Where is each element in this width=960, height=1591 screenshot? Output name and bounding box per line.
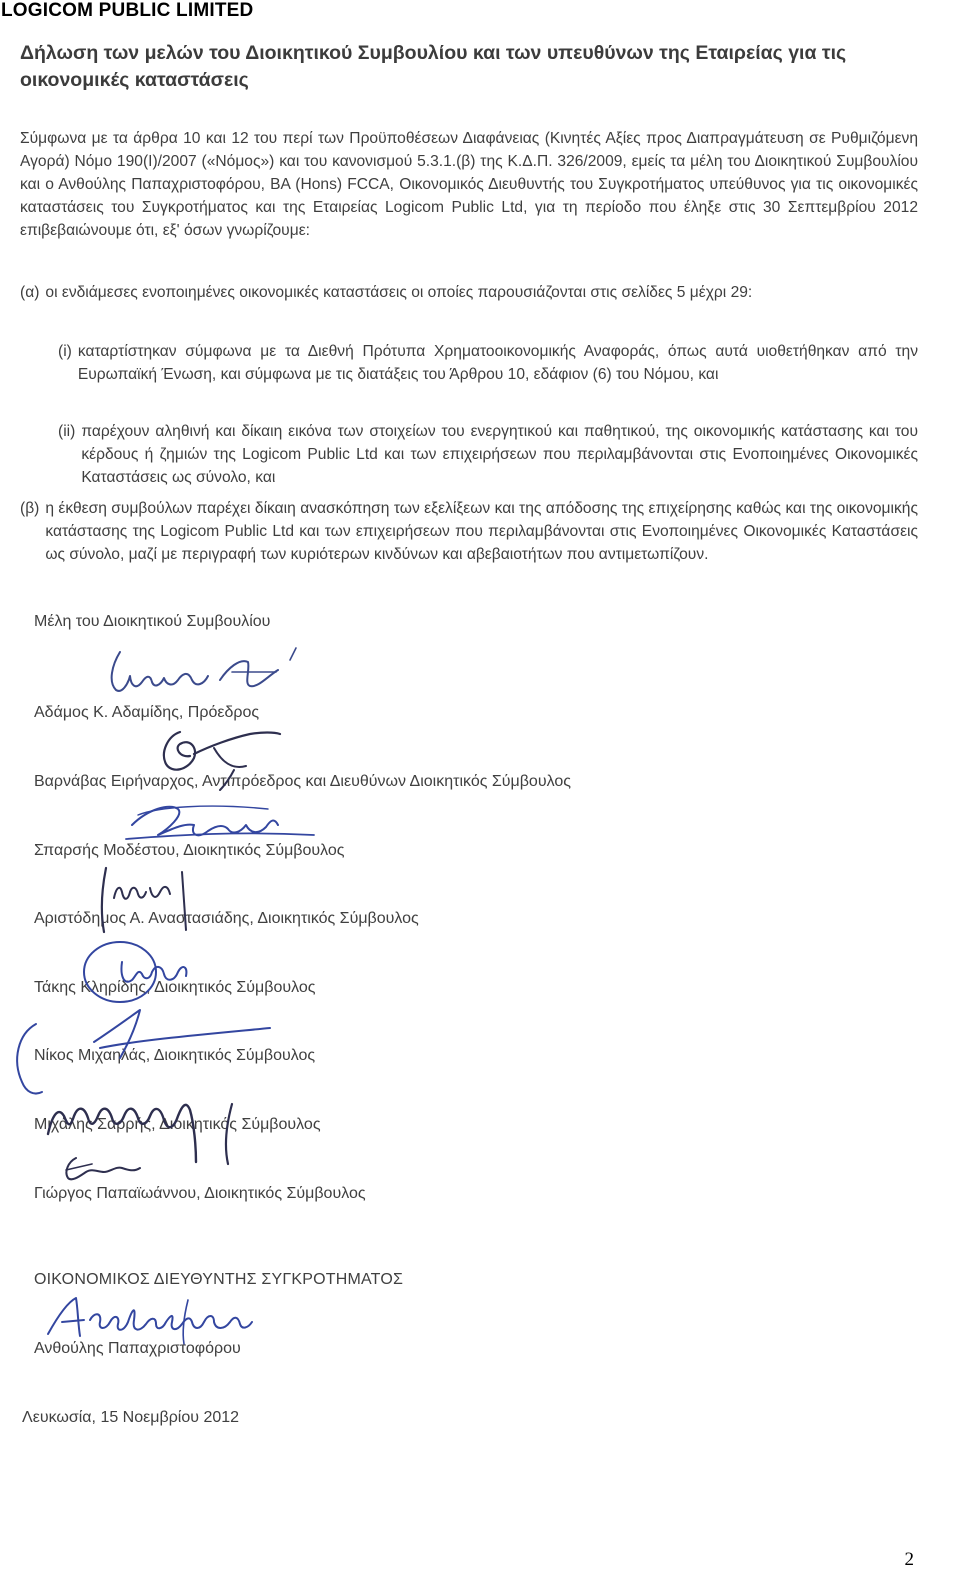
board-member-name: Αδάμος Κ. Αδαμίδης, Πρόεδρος — [34, 704, 260, 721]
place-and-date: Λευκωσία, 15 Νοεμβρίου 2012 — [22, 1409, 240, 1426]
item-a-text: οι ενδιάμεσες ενοποιημένες οικονομικές καταστάσεις οι οποίες παρουσιάζονται στις σελίδες 5 μέχρι 29: — [45, 284, 753, 301]
item-b-marker: (β) — [20, 500, 40, 517]
company-name: LOGICOM PUBLIC LIMITED — [1, 0, 254, 21]
signature-papachristoforou — [38, 1290, 268, 1346]
item-b-text: η έκθεση συμβούλων παρέχει δίκαιη ανασκόπηση των εξελίξεων και της απόδοσης της επιχείρησης καθώς και της οικονομικής κατάστασης της Logicom Public Ltd και των επιχειρήσεων που περιλαμβάνονται στις Ενοποιημένες Οικονομικές Καταστάσεις ως σύνολο, μαζί με περιγραφή των κυριότερων κινδύνων και αβεβαιοτήτων που αντιμετωπίζουν. — [45, 500, 918, 563]
statement-title: Δήλωση των μελών του Διοικητικού Συμβουλίου και των υπευθύνων της Εταιρείας για τις οικονομικές καταστάσεις — [20, 42, 847, 91]
sub-item-ii-text: παρέχουν αληθινή και δίκαιη εικόνα των στοιχείων του ενεργητικού και παθητικού, της οικονομικής κατάστασης και του κέρδους ή ζημιών της Logicom Public Ltd και των επιχειρήσεων που περιλαμβάνονται στις Ενοποιημένες Οικονομικές Καταστάσεις ως σύνολο, και — [81, 423, 918, 486]
board-member-name: Βαρνάβας Ειρήναρχος, Αντιπρόεδρος και Διευθύνων Διοικητικός Σύμβουλος — [34, 773, 571, 790]
item-a — [20, 281, 918, 304]
signature-adamides — [100, 640, 310, 700]
board-member-name: Τάκης Κληρίδης, Διοικητικός Σύμβουλος — [34, 979, 316, 996]
board-heading: Μέλη του Διοικητικού Συμβουλίου — [34, 613, 271, 630]
sub-item-ii — [58, 420, 918, 489]
signature-papaioannou — [58, 1150, 148, 1186]
item-a-marker: (α) — [20, 284, 40, 301]
board-member-name: Νίκος Μιχαηλάς, Διοικητικός Σύμβουλος — [34, 1047, 316, 1064]
sub-item-i-text: καταρτίστηκαν σύμφωνα με τα Διεθνή Πρότυπα Χρηματοοικονομικής Αναφοράς, όπως αυτά υιοθετήθηκαν από την Ευρωπαϊκή Ένωση, και σύμφωνα με τις διατάξεις του Άρθρου 10, εδάφιον (6) του Νόμου, και — [77, 343, 918, 383]
board-member-name: Αριστόδημος Α. Αναστασιάδης, Διοικητικός Σύμβουλος — [34, 910, 419, 927]
page-number: 2 — [904, 1549, 914, 1570]
finance-director-name: Ανθούλης Παπαχριστοφόρου — [34, 1340, 241, 1357]
board-member-name: Γιώργος Παπαϊωάννου, Διοικητικός Σύμβουλος — [34, 1185, 366, 1202]
intro-paragraph: Σύμφωνα με τα άρθρα 10 και 12 του περί των Προϋποθέσεων Διαφάνειας (Κινητές Αξίες προς Διαπραγμάτευση σε Ρυθμιζόμενη Αγορά) Νόμο 190(I)/2007 («Νόμος») και του κανονισμού 5.3.1.(β) της Κ.Δ.Π. 326/2009, εμείς τα μέλη του Διοικητικού Συμβουλίου και ο Ανθούλης Παπαχριστοφόρου, BA (Hons) FCCA, Οικονομικός Διευθυντής του Συγκροτήματος υπεύθυνος για τις οικονομικές καταστάσεις του Συγκροτήματος και της Εταιρείας Logicom Public Ltd, για τη περίοδο που έληξε στις 30 Σεπτεμβρίου 2012 επιβεβαιώνουμε ότι, εξ' όσων γνωρίζουμε: — [20, 130, 918, 239]
sub-item-ii-marker: (ii) — [58, 423, 76, 440]
board-member-name: Μιχάλης Σαρρής, Διοικητικός Σύμβουλος — [34, 1116, 321, 1133]
sub-item-i-marker: (i) — [58, 343, 72, 360]
board-member-name: Σπαρσής Μοδέστου, Διοικητικός Σύμβουλος — [34, 842, 345, 859]
sub-item-i — [58, 340, 918, 386]
finance-director-heading: ΟΙΚΟΝΟΜΙΚΟΣ ΔΙΕΥΘΥΝΤΗΣ ΣΥΓΚΡΟΤΗΜΑΤΟΣ — [34, 1271, 404, 1288]
item-b — [20, 497, 918, 566]
